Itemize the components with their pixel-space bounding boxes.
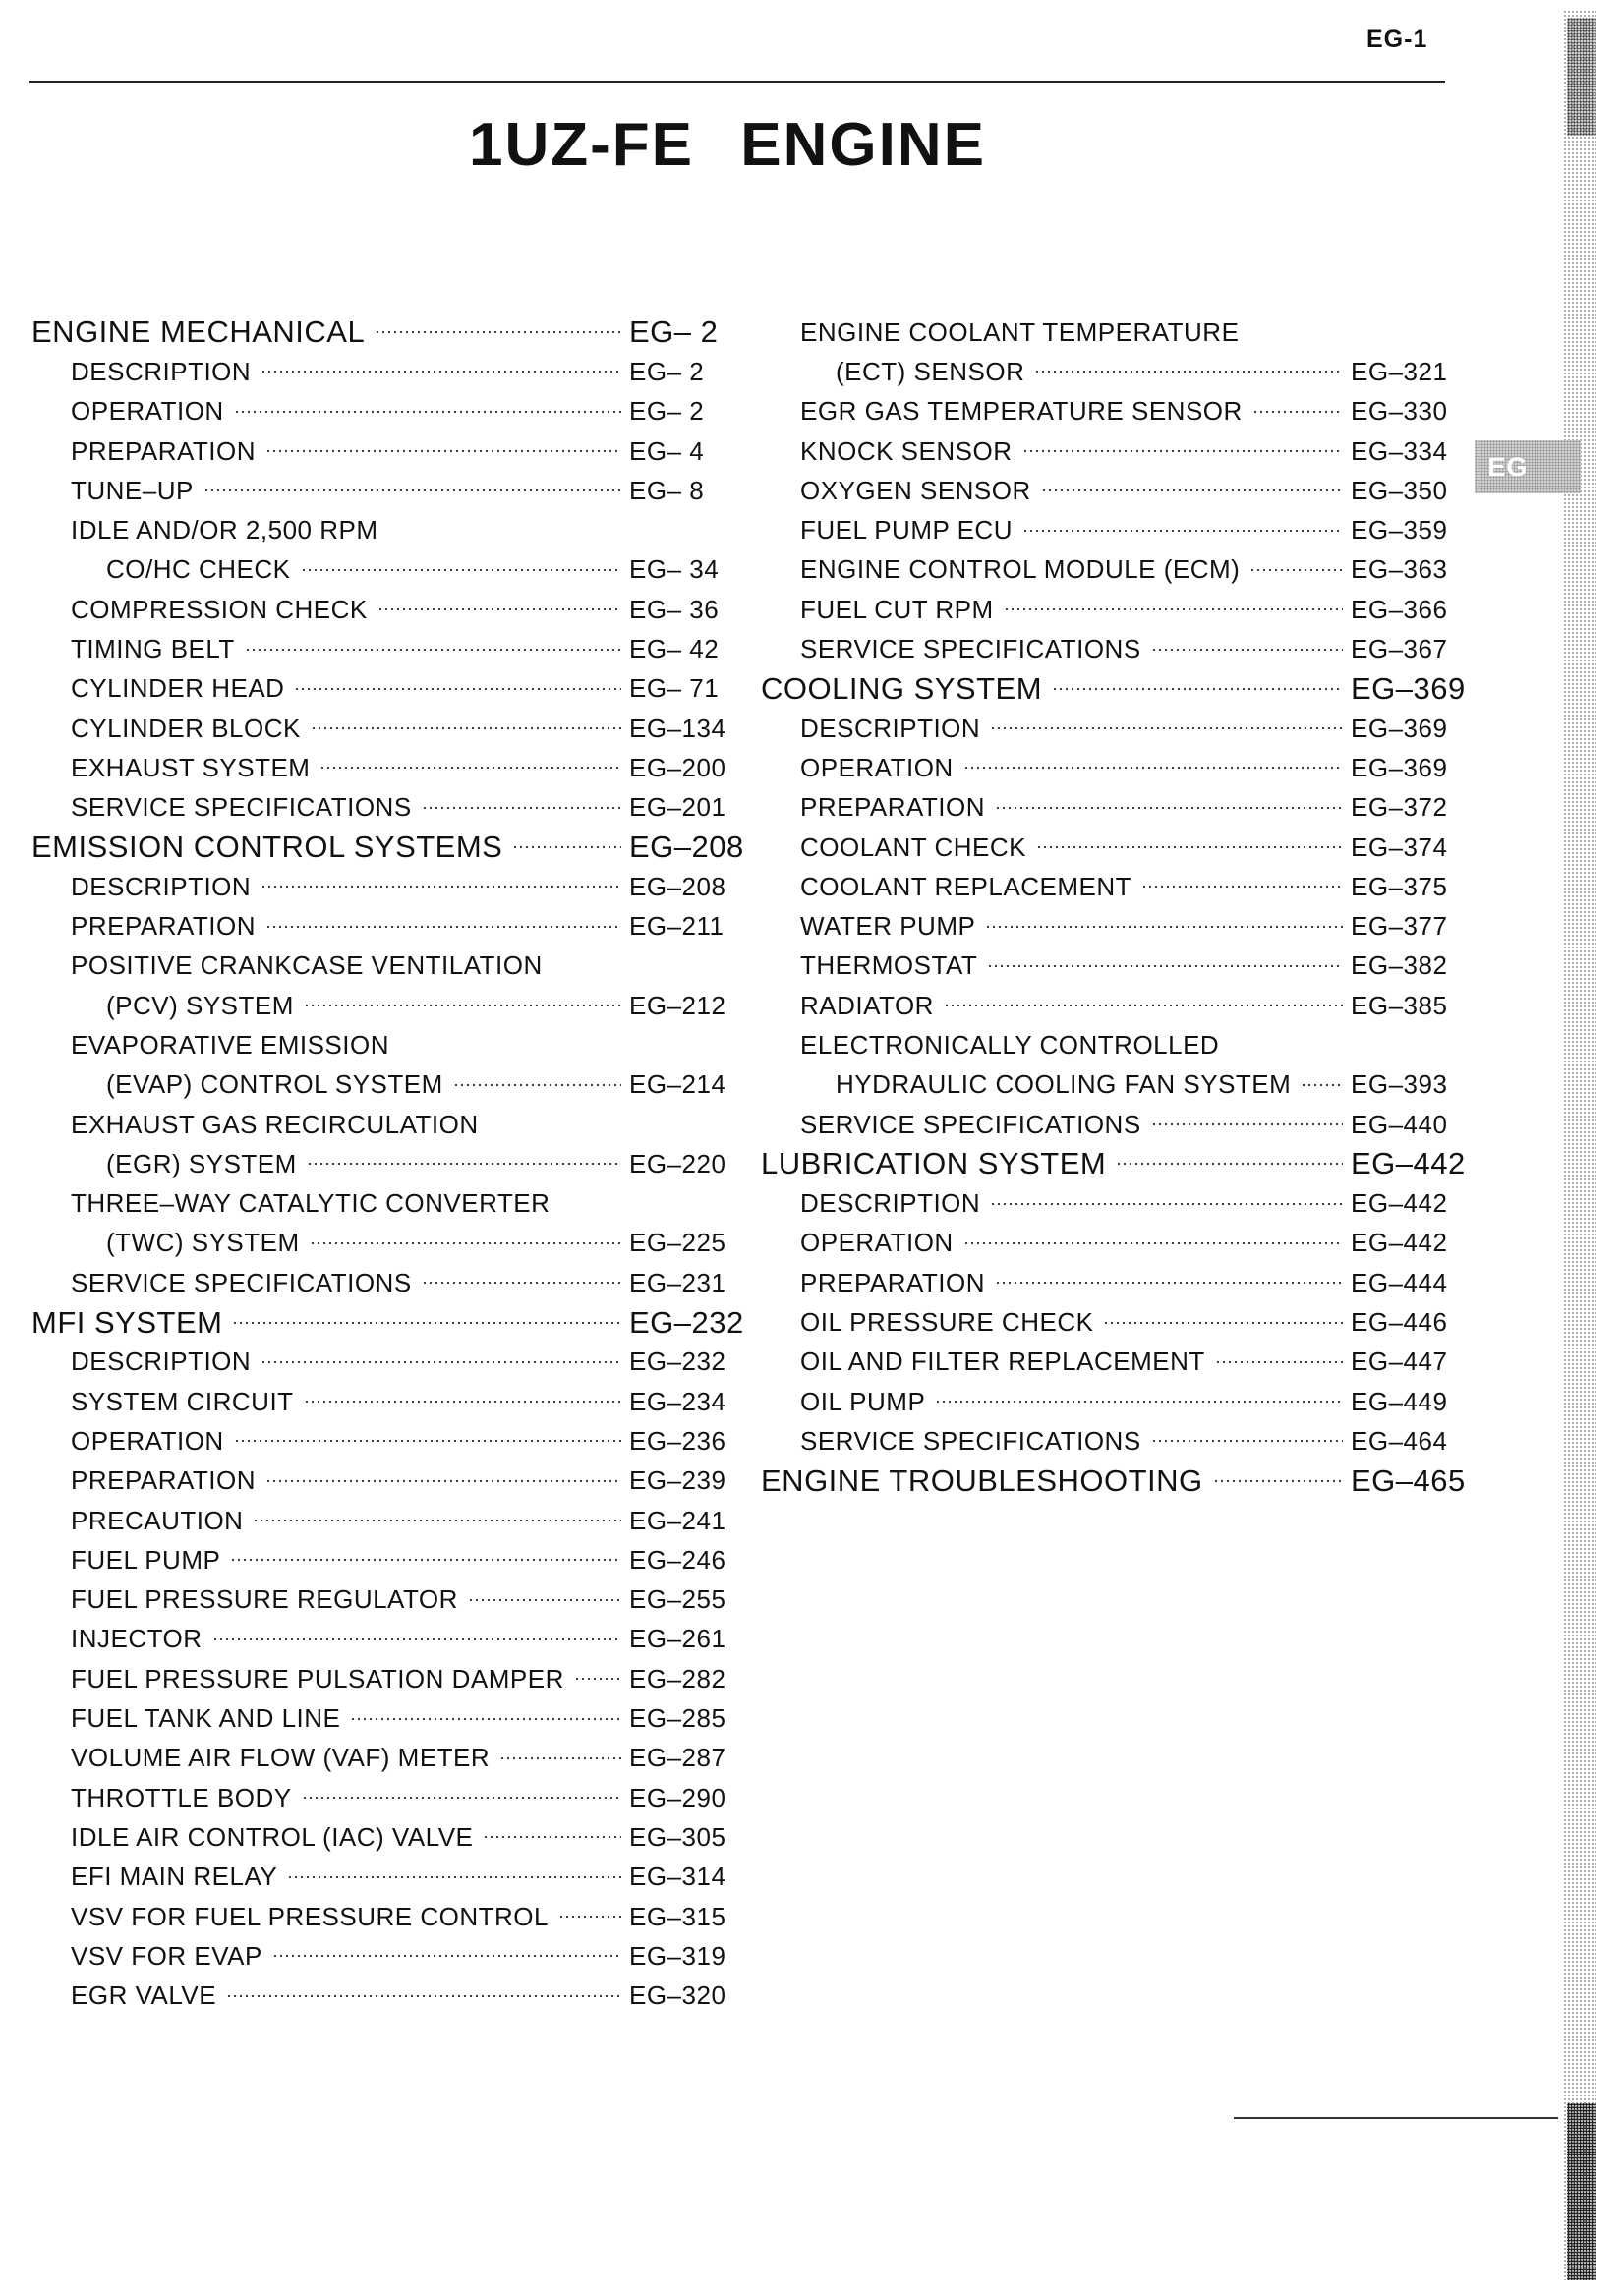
dot-leader xyxy=(304,1004,621,1006)
toc-entry-label: ENGINE CONTROL MODULE (ECM) xyxy=(800,554,1241,585)
dot-leader xyxy=(265,450,621,452)
toc-entry-page: EG–449 xyxy=(1351,1386,1448,1416)
dot-leader xyxy=(574,1678,621,1680)
toc-section-heading[interactable] xyxy=(761,1144,1466,1183)
toc-entry-label: INJECTOR xyxy=(71,1624,203,1654)
dot-leader xyxy=(453,1084,621,1086)
toc-entry-page: EG–366 xyxy=(1351,594,1448,624)
toc-entry-page: EG–255 xyxy=(629,1584,726,1615)
toc-entry[interactable] xyxy=(761,431,1453,471)
binding-edge-shade-bottom xyxy=(1567,2103,1596,2280)
toc-entry-page: EG–442 xyxy=(1351,1188,1448,1219)
toc-entry[interactable] xyxy=(761,1224,1453,1263)
toc-entry[interactable] xyxy=(31,352,731,391)
toc-entry-label: THREE–WAY CATALYTIC CONVERTER xyxy=(71,1188,551,1219)
dot-leader xyxy=(558,1916,621,1918)
toc-entry-page: EG–374 xyxy=(1351,832,1448,862)
toc-entry-label: COOLING SYSTEM xyxy=(761,670,1043,706)
toc-entry-page: EG–232 xyxy=(629,1304,744,1340)
toc-entry-label: WATER PUMP xyxy=(800,911,976,942)
toc-entry[interactable] xyxy=(761,867,1453,906)
toc-entry xyxy=(761,1025,1453,1064)
toc-entry-label: SERVICE SPECIFICATIONS xyxy=(71,1267,412,1297)
toc-entry[interactable] xyxy=(31,471,731,510)
toc-entry-page: EG–208 xyxy=(629,830,744,864)
toc-entry[interactable] xyxy=(761,1184,1453,1224)
toc-right-column xyxy=(761,313,1466,1501)
toc-entry-label: RADIATOR xyxy=(800,990,934,1020)
dot-leader xyxy=(212,1638,621,1640)
dot-leader xyxy=(1034,371,1343,373)
toc-entry-label: FUEL PRESSURE REGULATOR xyxy=(71,1584,458,1615)
toc-entry-label: SERVICE SPECIFICATIONS xyxy=(71,792,412,823)
dot-leader xyxy=(985,926,1343,928)
toc-entry-page: EG–320 xyxy=(629,1980,726,2011)
toc-entry-page: EG–465 xyxy=(1351,1463,1466,1498)
toc-entry[interactable] xyxy=(761,550,1453,590)
toc-entry-label: COMPRESSION CHECK xyxy=(71,594,368,624)
toc-entry[interactable] xyxy=(31,709,731,748)
dot-leader xyxy=(1249,569,1343,571)
toc-section-heading[interactable] xyxy=(31,313,731,352)
toc-entry-page: EG–375 xyxy=(1351,871,1448,901)
dot-leader xyxy=(512,846,621,848)
toc-entry-page: EG– 34 xyxy=(629,554,720,585)
dot-leader xyxy=(203,489,621,491)
toc-entry-label: EGR GAS TEMPERATURE SENSOR xyxy=(800,396,1243,427)
toc-entry[interactable] xyxy=(31,1343,731,1382)
toc-entry-label: ENGINE MECHANICAL xyxy=(31,315,366,350)
dot-leader xyxy=(1004,608,1343,610)
toc-entry-page: EG–214 xyxy=(629,1069,726,1100)
toc-entry[interactable] xyxy=(31,1817,731,1857)
toc-entry-page: EG–290 xyxy=(629,1782,726,1812)
toc-entry-label: THERMOSTAT xyxy=(800,950,978,981)
section-tab-label: EG xyxy=(1487,451,1529,482)
toc-entry-page: EG–367 xyxy=(1351,634,1448,664)
toc-entry-label: KNOCK SENSOR xyxy=(800,435,1013,466)
toc-entry-page: EG– 2 xyxy=(629,315,719,350)
toc-entry-page: EG–231 xyxy=(629,1267,726,1297)
toc-entry-page: EG–334 xyxy=(1351,435,1448,466)
dot-leader xyxy=(1301,1084,1343,1086)
toc-entry-label: (PCV) SYSTEM xyxy=(106,990,294,1020)
toc-entry-label: DESCRIPTION xyxy=(800,1188,981,1219)
toc-entry[interactable] xyxy=(31,748,731,787)
toc-entry-label: DESCRIPTION xyxy=(71,1347,252,1377)
header-rule xyxy=(29,81,1445,83)
toc-entry[interactable] xyxy=(31,1778,731,1817)
toc-entry-label: FUEL PRESSURE PULSATION DAMPER xyxy=(71,1663,564,1693)
toc-entry-label: PREPARATION xyxy=(800,792,986,823)
toc-entry[interactable] xyxy=(761,392,1453,431)
dot-leader xyxy=(287,1876,621,1878)
dot-leader xyxy=(1141,886,1343,888)
toc-section-heading[interactable] xyxy=(761,1462,1466,1501)
toc-entry-label: ENGINE COOLANT TEMPERATURE xyxy=(800,316,1240,347)
toc-entry-page: EG–444 xyxy=(1351,1267,1448,1297)
toc-entry-page: EG– 8 xyxy=(629,475,705,505)
toc-entry[interactable] xyxy=(31,1224,731,1263)
toc-entry-label: EVAPORATIVE EMISSION xyxy=(71,1029,389,1060)
toc-entry-label: FUEL CUT RPM xyxy=(800,594,994,624)
toc-entry-label: IDLE AND/OR 2,500 RPM xyxy=(71,515,378,545)
toc-entry[interactable] xyxy=(31,1698,731,1738)
toc-entry[interactable] xyxy=(31,590,731,629)
dot-leader xyxy=(1036,846,1343,848)
dot-leader xyxy=(483,1836,621,1838)
toc-entry-label: EFI MAIN RELAY xyxy=(71,1862,278,1892)
toc-entry-label: (EGR) SYSTEM xyxy=(106,1148,297,1178)
toc-entry-page: EG–377 xyxy=(1351,911,1448,942)
toc-entry-label: SERVICE SPECIFICATIONS xyxy=(800,1425,1141,1456)
toc-entry-page: EG–225 xyxy=(629,1228,726,1258)
toc-entry-page: EG–363 xyxy=(1351,554,1448,585)
toc-entry-page: EG–200 xyxy=(629,752,726,782)
dot-leader xyxy=(234,411,621,413)
toc-entry-label: MFI SYSTEM xyxy=(31,1304,223,1340)
dot-leader xyxy=(232,1322,621,1324)
toc-entry-label: CYLINDER BLOCK xyxy=(71,713,301,743)
toc-entry-label: DESCRIPTION xyxy=(71,871,252,901)
page-number: EG-1 xyxy=(1366,26,1428,53)
toc-entry[interactable] xyxy=(31,1421,731,1461)
toc-entry-page: EG–212 xyxy=(629,990,726,1020)
toc-entry-page: EG–208 xyxy=(629,871,726,901)
toc-entry-label: HYDRAULIC COOLING FAN SYSTEM xyxy=(836,1069,1292,1100)
toc-entry-page: EG–382 xyxy=(1351,950,1448,981)
toc-entry-page: EG–464 xyxy=(1351,1425,1448,1456)
toc-entry-label: EGR VALVE xyxy=(71,1980,217,2011)
dot-leader xyxy=(375,331,621,333)
toc-entry-label: FUEL PUMP xyxy=(71,1544,221,1575)
toc-entry-page: EG–285 xyxy=(629,1703,726,1734)
toc-entry[interactable] xyxy=(31,906,731,946)
toc-entry-page: EG– 42 xyxy=(629,634,720,664)
toc-entry-page: EG–241 xyxy=(629,1505,726,1535)
dot-leader xyxy=(377,608,621,610)
dot-leader xyxy=(963,1242,1343,1244)
dot-leader xyxy=(1151,1440,1343,1442)
toc-entry-page: EG–134 xyxy=(629,713,726,743)
toc-entry[interactable] xyxy=(761,1382,1453,1421)
toc-entry[interactable] xyxy=(761,947,1453,986)
toc-entry-label: PRECAUTION xyxy=(71,1505,244,1535)
toc-entry[interactable] xyxy=(761,1421,1453,1461)
toc-section-heading[interactable] xyxy=(761,669,1466,709)
toc-entry-label: DESCRIPTION xyxy=(800,713,981,743)
toc-entry[interactable] xyxy=(31,1858,731,1897)
toc-entry-label: TIMING BELT xyxy=(71,634,235,664)
toc-entry-label: COOLANT CHECK xyxy=(800,832,1026,862)
toc-entry[interactable] xyxy=(761,1105,1453,1144)
toc-entry-page: EG–211 xyxy=(629,911,725,942)
toc-entry[interactable] xyxy=(31,1936,731,1976)
toc-entry[interactable] xyxy=(31,1659,731,1698)
toc-entry xyxy=(31,1105,731,1144)
toc-entry-label: OPERATION xyxy=(800,1228,954,1258)
toc-entry-page: EG–220 xyxy=(629,1148,726,1178)
dot-leader xyxy=(422,1282,621,1284)
dot-leader xyxy=(995,807,1343,809)
dot-leader xyxy=(1151,1123,1343,1125)
toc-entry-page: EG–446 xyxy=(1351,1307,1448,1338)
toc-entry[interactable] xyxy=(761,986,1453,1025)
dot-leader xyxy=(261,371,621,373)
page-title: 1UZ-FE ENGINE xyxy=(469,111,986,179)
toc-entry-label: OPERATION xyxy=(71,1425,224,1456)
toc-entry-page: EG–442 xyxy=(1351,1228,1448,1258)
dot-leader xyxy=(307,1163,621,1165)
dot-leader xyxy=(310,1242,621,1244)
toc-entry[interactable] xyxy=(31,431,731,471)
toc-entry-label: OPERATION xyxy=(71,396,224,427)
toc-entry[interactable] xyxy=(761,709,1453,748)
toc-entry-page: EG–369 xyxy=(1351,752,1448,782)
dot-leader xyxy=(350,1718,621,1720)
toc-entry-label: PREPARATION xyxy=(71,1465,257,1496)
toc-entry-page: EG–440 xyxy=(1351,1109,1448,1139)
toc-section-heading[interactable] xyxy=(31,1302,744,1342)
toc-entry-page: EG–232 xyxy=(629,1347,726,1377)
toc-entry-label: SERVICE SPECIFICATIONS xyxy=(800,1109,1141,1139)
toc-entry[interactable] xyxy=(761,510,1453,549)
toc-entry xyxy=(31,1184,731,1224)
toc-entry[interactable] xyxy=(31,867,731,906)
toc-entry[interactable] xyxy=(31,1382,731,1421)
toc-entry-label: DESCRIPTION xyxy=(71,356,252,386)
toc-entry-page: EG– 4 xyxy=(629,435,705,466)
dot-leader xyxy=(990,1203,1343,1205)
toc-entry-page: EG– 71 xyxy=(629,673,720,704)
toc-entry[interactable] xyxy=(31,1263,731,1302)
toc-entry-label: LUBRICATION SYSTEM xyxy=(761,1146,1107,1181)
dot-leader xyxy=(265,1480,621,1482)
footer-rule xyxy=(1234,2117,1558,2119)
toc-entry[interactable] xyxy=(31,1580,731,1620)
toc-entry[interactable] xyxy=(761,1263,1453,1302)
dot-leader xyxy=(963,767,1343,769)
dot-leader xyxy=(1052,688,1343,690)
dot-leader xyxy=(311,727,621,729)
toc-entry[interactable] xyxy=(31,1976,731,2015)
dot-leader xyxy=(1116,1163,1343,1165)
toc-entry[interactable] xyxy=(761,1302,1453,1342)
toc-entry-label: OIL AND FILTER REPLACEMENT xyxy=(800,1347,1205,1377)
section-tab-eg[interactable] xyxy=(1475,440,1581,493)
toc-entry-label: VSV FOR EVAP xyxy=(71,1940,262,1971)
dot-leader xyxy=(499,1757,621,1759)
toc-entry[interactable] xyxy=(31,1739,731,1778)
binding-edge-shade-top xyxy=(1567,18,1596,136)
toc-entry[interactable] xyxy=(761,906,1453,946)
toc-entry-label: CYLINDER HEAD xyxy=(71,673,285,704)
dot-leader xyxy=(990,727,1343,729)
toc-entry-page: EG–385 xyxy=(1351,990,1448,1020)
dot-leader xyxy=(1022,530,1343,532)
toc-entry[interactable] xyxy=(31,1620,731,1659)
toc-entry xyxy=(31,947,731,986)
dot-leader xyxy=(294,688,621,690)
toc-entry-page: EG–261 xyxy=(629,1624,726,1654)
dot-leader xyxy=(301,569,621,571)
toc-entry-label: CO/HC CHECK xyxy=(106,554,291,585)
toc-entry-label: TUNE–UP xyxy=(71,475,194,505)
dot-leader xyxy=(245,649,621,651)
toc-entry-label: (ECT) SENSOR xyxy=(836,356,1025,386)
toc-entry[interactable] xyxy=(31,1462,731,1501)
toc-entry[interactable] xyxy=(761,788,1453,828)
toc-entry-label: OIL PRESSURE CHECK xyxy=(800,1307,1094,1338)
dot-leader xyxy=(1103,1322,1343,1324)
toc-entry[interactable] xyxy=(31,669,731,709)
toc-entry-page: EG–234 xyxy=(629,1386,726,1416)
dot-leader xyxy=(935,1401,1343,1403)
toc-entry-label: EXHAUST GAS RECIRCULATION xyxy=(71,1109,479,1139)
toc-entry-page: EG–314 xyxy=(629,1862,726,1892)
dot-leader xyxy=(234,1440,621,1442)
toc-entry[interactable] xyxy=(31,788,731,828)
toc-entry-page: EG–369 xyxy=(1351,713,1448,743)
toc-entry-page: EG–315 xyxy=(629,1901,726,1931)
dot-leader xyxy=(987,965,1343,967)
toc-entry-label: IDLE AIR CONTROL (IAC) VALVE xyxy=(71,1821,474,1852)
dot-leader xyxy=(265,926,621,928)
toc-entry[interactable] xyxy=(761,748,1453,787)
toc-entry-page: EG–305 xyxy=(629,1821,726,1852)
toc-entry-label: VOLUME AIR FLOW (VAF) METER xyxy=(71,1743,491,1773)
toc-entry-page: EG–319 xyxy=(629,1940,726,1971)
toc-entry-label: FUEL PUMP ECU xyxy=(800,515,1013,545)
toc-entry[interactable] xyxy=(31,629,731,668)
toc-entry[interactable] xyxy=(31,1501,731,1540)
toc-entry-label: OPERATION xyxy=(800,752,954,782)
toc-left-column xyxy=(31,313,744,2016)
toc-entry-label: PREPARATION xyxy=(800,1267,986,1297)
toc-entry[interactable] xyxy=(31,1144,731,1183)
toc-entry-page: EG–246 xyxy=(629,1544,726,1575)
toc-entry-label: ELECTRONICALLY CONTROLLED xyxy=(800,1029,1220,1060)
toc-entry[interactable] xyxy=(761,828,1453,867)
toc-entry-label: PREPARATION xyxy=(71,435,257,466)
toc-entry-label: FUEL TANK AND LINE xyxy=(71,1703,341,1734)
toc-entry-page: EG–369 xyxy=(1351,670,1466,706)
toc-entry-label: SYSTEM CIRCUIT xyxy=(71,1386,294,1416)
dot-leader xyxy=(468,1599,621,1601)
toc-entry-label: PREPARATION xyxy=(71,911,257,942)
dot-leader xyxy=(995,1282,1343,1284)
toc-entry-label: EMISSION CONTROL SYSTEMS xyxy=(31,830,503,864)
dot-leader xyxy=(1022,450,1344,452)
dot-leader xyxy=(944,1004,1343,1006)
toc-entry-page: EG–393 xyxy=(1351,1069,1448,1100)
toc-entry[interactable] xyxy=(31,986,731,1025)
dot-leader xyxy=(230,1559,621,1561)
toc-entry xyxy=(31,1025,731,1064)
toc-entry-label: ENGINE TROUBLESHOOTING xyxy=(761,1463,1203,1498)
toc-entry-page: EG–287 xyxy=(629,1743,726,1773)
toc-entry xyxy=(761,313,1453,352)
toc-entry-label: VSV FOR FUEL PRESSURE CONTROL xyxy=(71,1901,549,1931)
toc-entry[interactable] xyxy=(31,1540,731,1579)
toc-entry[interactable] xyxy=(31,392,731,431)
dot-leader xyxy=(226,1995,621,1997)
toc-entry[interactable] xyxy=(761,471,1453,510)
toc-entry-label: POSITIVE CRANKCASE VENTILATION xyxy=(71,950,543,981)
dot-leader xyxy=(304,1401,621,1403)
toc-entry-label: EXHAUST SYSTEM xyxy=(71,752,311,782)
toc-entry-page: EG–447 xyxy=(1351,1347,1448,1377)
toc-entry-page: EG–372 xyxy=(1351,792,1448,823)
toc-entry-label: OIL PUMP xyxy=(800,1386,926,1416)
toc-entry[interactable] xyxy=(31,550,731,590)
toc-entry-page: EG–201 xyxy=(629,792,726,823)
toc-entry-page: EG– 36 xyxy=(629,594,720,624)
toc-entry[interactable] xyxy=(761,1343,1453,1382)
dot-leader xyxy=(1213,1480,1343,1482)
dot-leader xyxy=(1252,411,1343,413)
toc-entry[interactable] xyxy=(761,352,1453,391)
dot-leader xyxy=(1151,649,1343,651)
toc-entry-page: EG–282 xyxy=(629,1663,726,1693)
toc-entry-label: THROTTLE BODY xyxy=(71,1782,292,1812)
toc-entry xyxy=(31,510,731,549)
toc-entry-label: COOLANT REPLACEMENT xyxy=(800,871,1131,901)
toc-entry[interactable] xyxy=(761,1065,1453,1105)
dot-leader xyxy=(261,886,621,888)
toc-entry-page: EG–321 xyxy=(1351,356,1448,386)
toc-entry[interactable] xyxy=(31,1897,731,1936)
dot-leader xyxy=(1041,489,1343,491)
toc-entry-label: OXYGEN SENSOR xyxy=(800,475,1031,505)
toc-entry-label: (EVAP) CONTROL SYSTEM xyxy=(106,1069,443,1100)
toc-entry-page: EG–359 xyxy=(1351,515,1448,545)
toc-entry-page: EG– 2 xyxy=(629,396,705,427)
toc-entry-page: EG–442 xyxy=(1351,1146,1466,1181)
toc-entry-page: EG–350 xyxy=(1351,475,1448,505)
dot-leader xyxy=(319,767,621,769)
toc-entry-page: EG–236 xyxy=(629,1425,726,1456)
dot-leader xyxy=(261,1361,621,1363)
dot-leader xyxy=(272,1955,621,1957)
dot-leader xyxy=(302,1797,621,1799)
dot-leader xyxy=(1215,1361,1343,1363)
toc-entry-label: (TWC) SYSTEM xyxy=(106,1228,300,1258)
binding-edge-strip xyxy=(1563,10,1596,2280)
toc-entry-page: EG–239 xyxy=(629,1465,726,1496)
dot-leader xyxy=(422,807,621,809)
toc-entry-label: SERVICE SPECIFICATIONS xyxy=(800,634,1141,664)
toc-entry-page: EG–330 xyxy=(1351,396,1448,427)
toc-entry-page: EG– 2 xyxy=(629,356,705,386)
toc-entry[interactable] xyxy=(761,629,1453,668)
toc-section-heading[interactable] xyxy=(31,828,744,867)
toc-entry[interactable] xyxy=(31,1065,731,1105)
toc-entry[interactable] xyxy=(761,590,1453,629)
dot-leader xyxy=(253,1520,621,1521)
